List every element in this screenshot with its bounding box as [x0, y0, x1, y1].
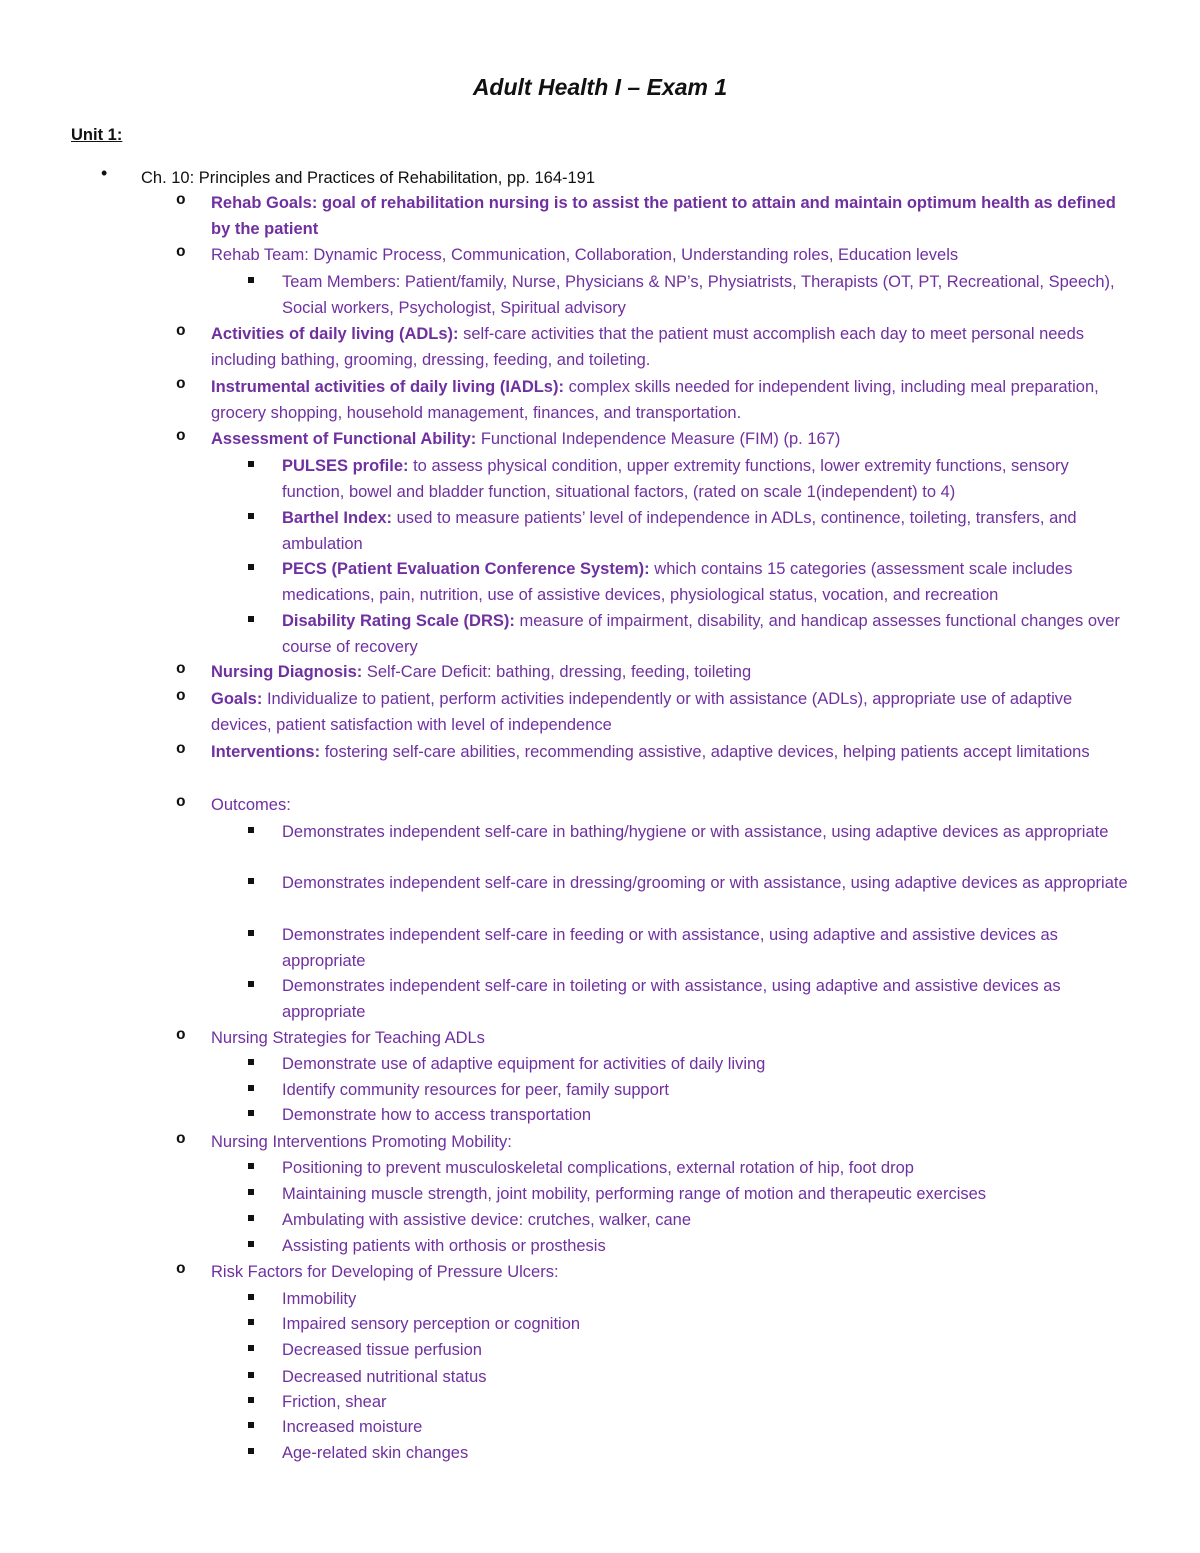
bullet-circle-icon: o [176, 243, 186, 261]
bullet-square-icon [248, 878, 254, 884]
bullet-square-icon [248, 930, 254, 936]
list-item-text [211, 1259, 1131, 1285]
list-item-term: Interventions: [211, 743, 321, 761]
list-item-description: used to measure patients’ level of independence in ADLs, continence, toileting, transfers, and ambulation [282, 509, 1077, 553]
list-item-text [211, 686, 1131, 738]
list-item-term: PECS (Patient Evaluation Conference System): [282, 560, 650, 578]
list-item-term: Disability Rating Scale (DRS): [282, 612, 515, 630]
list-item-text [211, 1129, 1131, 1155]
bullet-square-icon [248, 1085, 254, 1091]
bullet-dot-icon: • [101, 163, 108, 183]
list-item-description: Outcomes: [211, 796, 291, 814]
bullet-circle-icon: o [176, 191, 186, 209]
list-item-text [211, 321, 1131, 373]
bullet-square-icon [248, 1319, 254, 1325]
list-item-description: Increased moisture [282, 1418, 423, 1436]
list-item-description: which contains 15 categories (assessment scale includes medications, pain, nutrition, use of assistive devices, physiological status, vocation, and recreation [282, 560, 1073, 604]
bullet-square-icon [248, 1448, 254, 1454]
list-item-description: Demonstrates independent self-care in bathing/hygiene or with assistance, using adaptive devices as appropriate [282, 823, 1109, 841]
list-item-text [282, 870, 1132, 896]
list-item-term: Instrumental activities of daily living (IADLs): [211, 378, 564, 396]
list-item-description: Demonstrates independent self-care in dressing/grooming or with assistance, using adaptive devices as appropriate [282, 874, 1128, 892]
bullet-circle-icon: o [176, 660, 186, 678]
list-item-text [282, 1181, 1132, 1207]
unit-heading: Unit 1: [71, 126, 123, 144]
list-item-term: Barthel Index: [282, 509, 393, 527]
bullet-circle-icon: o [176, 375, 186, 393]
bullet-square-icon [248, 1189, 254, 1195]
bullet-square-icon [248, 1397, 254, 1403]
bullet-square-icon [248, 1372, 254, 1378]
bullet-square-icon [248, 1241, 254, 1247]
list-item-text [282, 556, 1132, 608]
list-item-description: Impaired sensory perception or cognition [282, 1315, 581, 1333]
list-item-description: Friction, shear [282, 1393, 387, 1411]
list-item-text [282, 505, 1132, 557]
list-item-description: Maintaining muscle strength, joint mobility, performing range of motion and therapeutic exercises [282, 1185, 987, 1203]
bullet-square-icon [248, 564, 254, 570]
list-item-text [282, 973, 1132, 1025]
list-item-description: self-care activities that the patient must accomplish each day to meet personal needs including bathing, grooming, dressing, feeding, and toileting. [211, 325, 1085, 369]
list-item-term: Assessment of Functional Ability: [211, 430, 477, 448]
document-title: Adult Health I – Exam 1 [472, 74, 728, 100]
list-item-description: Demonstrate how to access transportation [282, 1106, 592, 1124]
bullet-circle-icon: o [176, 1130, 186, 1148]
chapter-text: Ch. 10: Principles and Practices of Rehabilitation, pp. 164-191 [141, 169, 596, 187]
list-item-text [282, 269, 1132, 321]
list-item-description: Risk Factors for Developing of Pressure Ulcers: [211, 1263, 559, 1281]
list-item-text [282, 608, 1132, 660]
list-item-description: complex skills needed for independent living, including meal preparation, grocery shopping, household management, finances, and transportation. [211, 378, 1099, 422]
list-item-description: Demonstrates independent self-care in feeding or with assistance, using adaptive and assistive devices as appropriate [282, 926, 1058, 970]
bullet-square-icon [248, 277, 254, 283]
list-item-description: Functional Independence Measure (FIM) (p. 167) [476, 430, 841, 448]
bullet-square-icon [248, 1345, 254, 1351]
list-item-description: Assisting patients with orthosis or prosthesis [282, 1237, 606, 1255]
list-item-description: Nursing Strategies for Teaching ADLs [211, 1029, 485, 1047]
bullet-square-icon [248, 616, 254, 622]
list-item-text [282, 1389, 1132, 1415]
list-item-text [211, 190, 1131, 242]
bullet-circle-icon: o [176, 427, 186, 445]
bullet-circle-icon: o [176, 1260, 186, 1278]
list-item-text [211, 426, 1131, 452]
list-item-description: Self-Care Deficit: bathing, dressing, feeding, toileting [362, 663, 752, 681]
bullet-square-icon [248, 1215, 254, 1221]
bullet-square-icon [248, 1163, 254, 1169]
list-item-description: Team Members: Patient/family, Nurse, Physicians & NP’s, Physiatrists, Therapists (OT, PT, Recreational, Speech), Social workers, Psychologist, Spiritual advisory [282, 273, 1115, 317]
bullet-circle-icon: o [176, 322, 186, 340]
list-item-text [282, 1414, 1132, 1440]
list-item-description: Positioning to prevent musculoskeletal complications, external rotation of hip, foot drop [282, 1159, 914, 1177]
bullet-square-icon [248, 1422, 254, 1428]
bullet-square-icon [248, 827, 254, 833]
list-item-description: Rehab Team: Dynamic Process, Communication, Collaboration, Understanding roles, Education levels [211, 246, 959, 264]
bullet-circle-icon: o [176, 1026, 186, 1044]
list-item-description: Immobility [282, 1290, 357, 1308]
list-item-description: Age-related skin changes [282, 1444, 469, 1462]
list-item-term: Goals: [211, 690, 263, 708]
list-item-text [282, 1364, 1132, 1390]
list-item-text [282, 453, 1132, 505]
bullet-square-icon [248, 1110, 254, 1116]
list-item-description: Nursing Interventions Promoting Mobility: [211, 1133, 512, 1151]
list-item-text [282, 922, 1132, 974]
bullet-circle-icon: o [176, 793, 186, 811]
list-item-text [282, 1286, 1132, 1312]
list-item-text [282, 1155, 1132, 1181]
list-item-text [211, 659, 1131, 685]
list-item-text [211, 374, 1131, 426]
list-item-text [282, 1337, 1132, 1363]
bullet-square-icon [248, 513, 254, 519]
bullet-circle-icon: o [176, 687, 186, 705]
list-item-text [211, 1025, 1131, 1051]
list-item-text [282, 1207, 1132, 1233]
list-item-term: Nursing Diagnosis: [211, 663, 363, 681]
list-item-description: Demonstrate use of adaptive equipment for activities of daily living [282, 1055, 766, 1073]
list-item-text [282, 1102, 1132, 1128]
list-item-text [211, 739, 1131, 765]
list-item-term: Rehab Goals: goal of rehabilitation nursing is to assist the patient to attain and maintain optimum health as defined by the patient [211, 194, 1116, 238]
list-item-text [282, 1077, 1132, 1103]
list-item-text [282, 1233, 1132, 1259]
bullet-square-icon [248, 1059, 254, 1065]
list-item-text [282, 1440, 1132, 1466]
list-item-description: Identify community resources for peer, family support [282, 1081, 669, 1099]
list-item-description: to assess physical condition, upper extremity functions, lower extremity functions, sensory function, bowel and bladder function, situational factors, (rated on scale 1(independent) to 4) [282, 457, 1069, 501]
bullet-square-icon [248, 461, 254, 467]
list-item-text [211, 242, 1131, 268]
bullet-square-icon [248, 981, 254, 987]
list-item-text [211, 792, 1131, 818]
list-item-text [282, 819, 1132, 845]
list-item-description: Decreased nutritional status [282, 1368, 487, 1386]
list-item-description: Ambulating with assistive device: crutches, walker, cane [282, 1211, 692, 1229]
list-item-term: PULSES profile: [282, 457, 409, 475]
list-item-description: fostering self-care abilities, recommending assistive, adaptive devices, helping patients accept limitations [320, 743, 1090, 761]
bullet-circle-icon: o [176, 740, 186, 758]
list-item-text [282, 1311, 1132, 1337]
bullet-square-icon [248, 1294, 254, 1300]
list-item-text [282, 1051, 1132, 1077]
list-item-description: Individualize to patient, perform activities independently or with assistance (ADLs), appropriate use of adaptive devices, patient satisfaction with level of independence [211, 690, 1073, 734]
list-item-description: Decreased tissue perfusion [282, 1341, 482, 1359]
list-item-description: measure of impairment, disability, and handicap assesses functional changes over course of recovery [282, 612, 1120, 656]
list-item-term: Activities of daily living (ADLs): [211, 325, 459, 343]
list-item-description: Demonstrates independent self-care in toileting or with assistance, using adaptive and assistive devices as appropriate [282, 977, 1061, 1021]
